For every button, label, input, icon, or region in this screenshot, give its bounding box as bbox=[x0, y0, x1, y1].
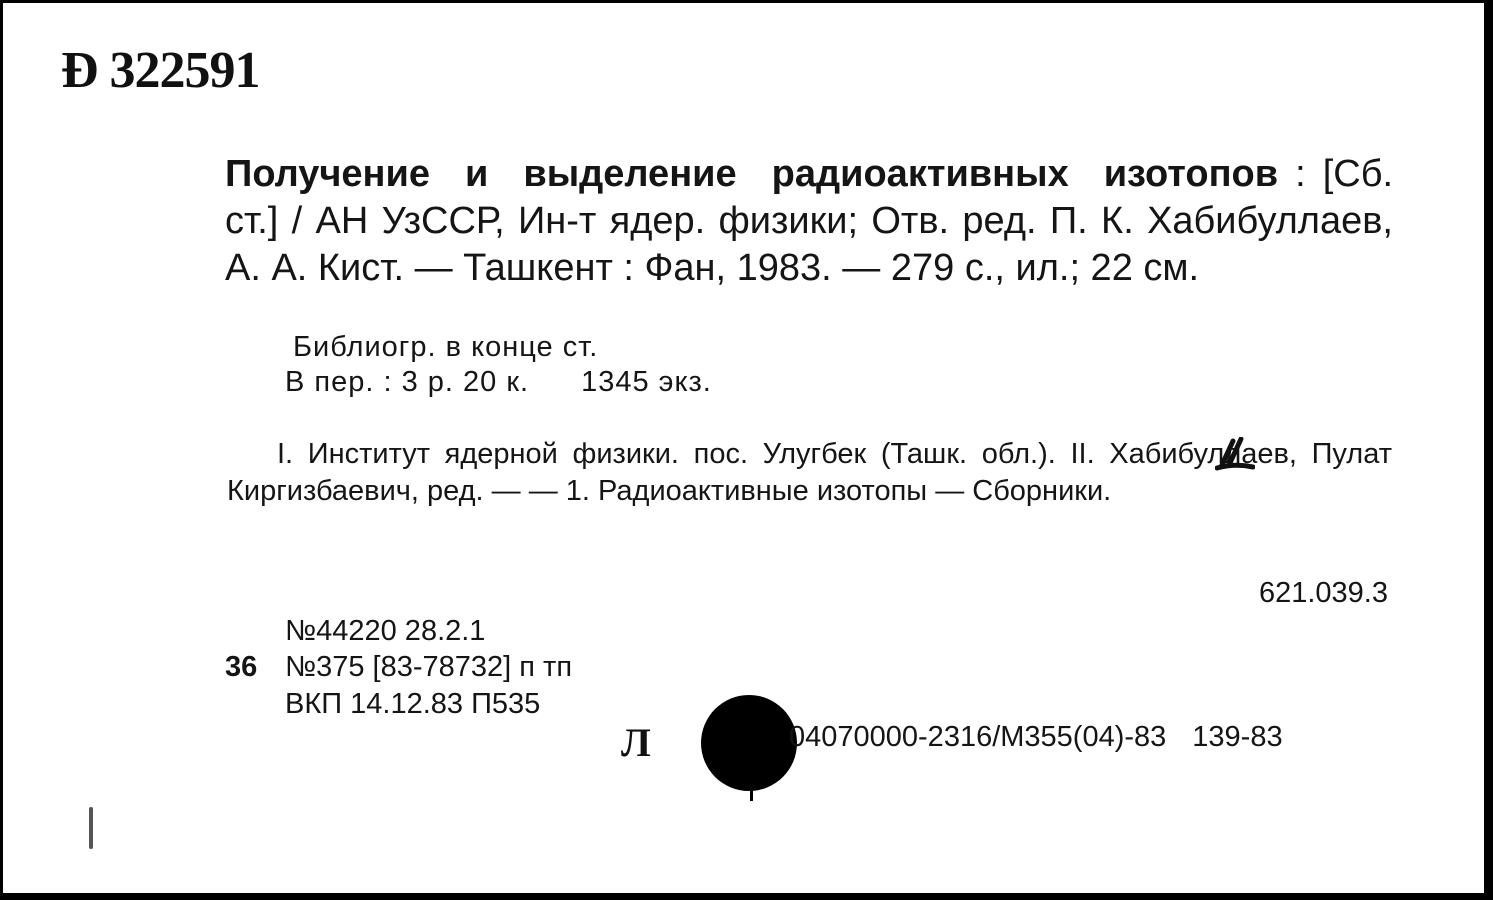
record-line-2-prefix: 36 bbox=[225, 651, 258, 683]
catalog-card bbox=[3, 3, 1484, 893]
title-details: : [Сб. ст.] / АН УзССР, Ин-т ядер. физики; Отв. ред. П. К. Хабибуллаев, А. А. Кист. — Ташкент : Фан, 1983. — 279 с., ил.; 22 см. bbox=[225, 153, 1394, 289]
record-line-3: ВКП 14.12.83 П535 bbox=[285, 688, 541, 720]
print-run: 1345 экз. bbox=[581, 366, 712, 398]
card-code-number: 139-83 bbox=[1192, 721, 1283, 753]
card-code-line bbox=[789, 721, 1283, 754]
punch-hole-tail bbox=[750, 783, 753, 801]
bibliography-note: Библиогр. в конце ст. bbox=[293, 331, 599, 363]
title: Получение и выделение радиоактивных изотопов bbox=[225, 153, 1279, 195]
udc-index: 621.039.3 bbox=[1258, 577, 1388, 609]
record-line-2 bbox=[225, 651, 572, 684]
card-code: 04070000-2316/М355(04)-83 bbox=[789, 721, 1167, 753]
letter-mark: Л bbox=[621, 720, 651, 765]
handwritten-mark-icon bbox=[1215, 437, 1255, 471]
bibliographic-description bbox=[225, 151, 1393, 292]
pencil-mark bbox=[89, 807, 93, 849]
punch-hole bbox=[701, 695, 797, 791]
price: В пер. : 3 р. 20 к. bbox=[285, 366, 530, 398]
tracings: I. Институт ядерной физики. пос. Улугбек (Ташк. обл.). II. Хабибуллаев, Пулат Киргизбаевич, ред. — — 1. Радиоактивные изотопы — Сборники. bbox=[227, 438, 1392, 507]
price-line bbox=[285, 366, 712, 399]
record-line-1: №44220 28.2.1 bbox=[285, 615, 486, 647]
record-line-2-text: №375 [83-78732] п тп bbox=[285, 651, 573, 683]
call-number: Ɖ 322591 bbox=[61, 42, 260, 99]
